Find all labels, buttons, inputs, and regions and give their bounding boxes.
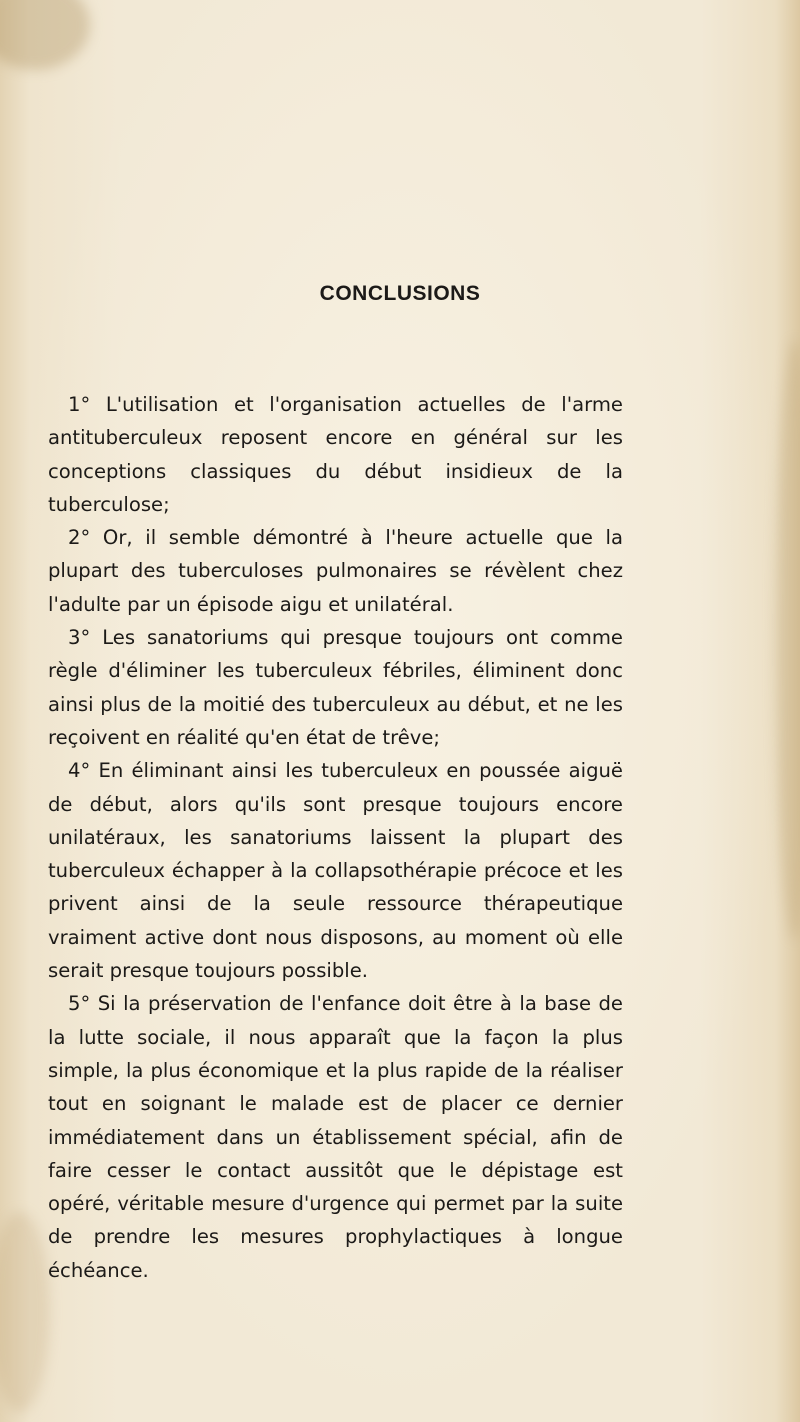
paragraph-text: Les sanatoriums qui presque toujours ont comme règle d'éliminer les tuberculeux fébriles, éliminent donc ainsi plus de la moitié des tuberculeux au début, et ne les reçoivent en réalité qu'en état de trêve; bbox=[48, 626, 623, 749]
paper-stain bbox=[775, 340, 800, 940]
page-title: CONCLUSIONS bbox=[319, 282, 481, 305]
paragraph-number: 4° bbox=[68, 759, 91, 783]
paragraph-number: 5° bbox=[68, 992, 91, 1016]
paragraph-number: 3° bbox=[68, 626, 91, 650]
paragraph-number: 2° bbox=[68, 526, 91, 550]
conclusion-paragraph-2 bbox=[48, 521, 623, 621]
paper-stain bbox=[0, 0, 90, 70]
paragraph-number: 1° bbox=[68, 393, 91, 416]
paper-stain bbox=[0, 1212, 50, 1412]
conclusion-paragraph-4 bbox=[48, 754, 623, 987]
paragraph-text: L'utilisation et l'organisation actuelles de l'arme antituberculeux reposent encore en général sur les conceptions classiques du début insidieux de la tuberculose; bbox=[48, 393, 623, 516]
paragraph-text: Or, il semble démontré à l'heure actuelle que la plupart des tuberculoses pulmonaires se révèlent chez l'adulte par un épisode aigu et unilatéral. bbox=[48, 526, 623, 616]
conclusion-paragraph-3 bbox=[48, 621, 623, 754]
conclusion-paragraph-5 bbox=[48, 987, 623, 1287]
paragraph-text: En éliminant ainsi les tuberculeux en poussée aiguë de début, alors qu'ils sont presque toujours encore unilatéraux, les sanatoriums laissent la plupart des tuberculeux échapper à la collapsothérapie précoce et les privent ainsi de la seule ressource thérapeutique vraiment active dont nous disposons, au moment où elle serait presque toujours possible. bbox=[48, 759, 623, 983]
conclusion-paragraph-1 bbox=[48, 388, 623, 521]
conclusions-list bbox=[48, 388, 623, 1287]
paragraph-text: Si la préservation de l'enfance doit être à la base de la lutte sociale, il nous apparaît que la façon la plus simple, la plus économique et la plus rapide de la réaliser tout en soignant le malade est de placer ce dernier immédiatement dans un établissement spécial, afin de faire cesser le contact aussitôt que le dépistage est opéré, véritable mesure d'urgence qui permet par la suite de prendre les mesures prophylactiques à longue échéance. bbox=[48, 992, 623, 1282]
